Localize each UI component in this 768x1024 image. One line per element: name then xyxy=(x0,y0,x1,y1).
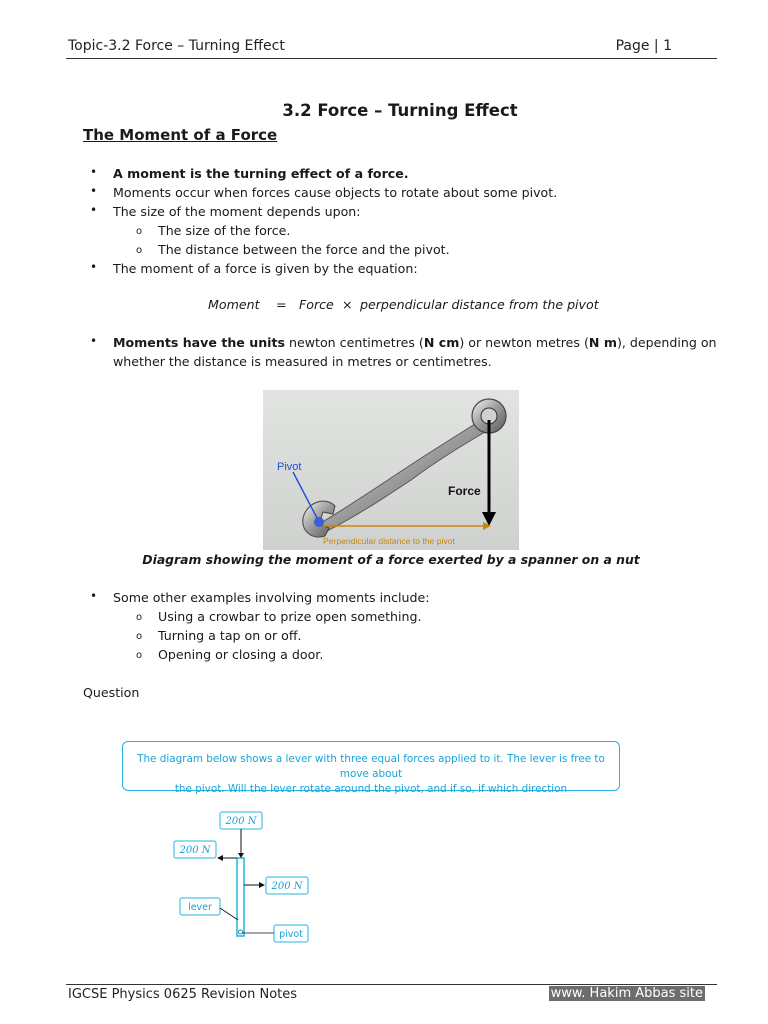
equation-equals: = xyxy=(276,297,287,312)
bullet-units-line2: whether the distance is measured in metres or centimetres. xyxy=(113,354,492,369)
header-rule xyxy=(66,58,717,59)
pivot-nut xyxy=(314,517,324,527)
force-left-arrowhead xyxy=(217,855,223,861)
units-bold-lead: Moments have the units xyxy=(113,335,285,350)
sub-bullet-circle: o xyxy=(136,612,143,623)
lever-label: lever xyxy=(188,902,212,913)
pivot-label: Pivot xyxy=(277,461,302,473)
lever-pointer xyxy=(220,908,238,920)
footer-course: IGCSE Physics 0625 Revision Notes xyxy=(68,987,298,1002)
question-heading: Question xyxy=(83,685,140,700)
footer-rule xyxy=(66,984,717,985)
sub-bullet-circle: o xyxy=(136,245,143,256)
figure-caption: Diagram showing the moment of a force exerted by a spanner on a nut xyxy=(142,552,640,567)
force-label: Force xyxy=(448,484,481,498)
distance-label: Perpendicular distance to the pivot xyxy=(323,536,455,546)
bullet-dot: • xyxy=(90,184,98,198)
lever-bar xyxy=(237,858,244,936)
bullet-dot: • xyxy=(90,260,98,274)
units-text: newton centimetres ( xyxy=(285,335,424,350)
pivot-label: pivot xyxy=(279,929,303,940)
force-right-label: 200 N xyxy=(271,881,303,892)
bullet-definition: A moment is the turning effect of a force. xyxy=(113,166,409,181)
bullet-examples: Some other examples involving moments include: xyxy=(113,590,430,605)
force-right-arrowhead xyxy=(259,882,265,888)
sub-bullet-circle: o xyxy=(136,650,143,661)
spanner-photo xyxy=(263,390,519,550)
sub-bullet-circle: o xyxy=(136,631,143,642)
header-topic: Topic-3.2 Force – Turning Effect xyxy=(68,38,285,54)
sub-item-force-size: The size of the force. xyxy=(158,223,291,238)
force-top-label: 200 N xyxy=(225,816,257,827)
lever-diagram xyxy=(170,808,320,948)
equation-lhs: Moment xyxy=(208,297,260,312)
section-title: The Moment of a Force xyxy=(83,126,278,144)
sub-item-distance: The distance between the force and the pivot. xyxy=(158,242,450,257)
question-prompt-line2: the pivot. Will the lever rotate around the pivot, and if so, if which direction xyxy=(174,783,568,795)
page-title: 3.2 Force – Turning Effect xyxy=(282,101,518,120)
bullet-dot: • xyxy=(90,203,98,217)
bullet-units xyxy=(113,334,717,352)
unit-ncm: N cm xyxy=(423,335,460,350)
question-prompt-box xyxy=(122,741,620,795)
bullet-equation-intro: The moment of a force is given by the equation: xyxy=(113,261,418,276)
bullet-dot: • xyxy=(90,589,98,603)
bullet-dot: • xyxy=(90,165,98,179)
units-text: ) or newton metres ( xyxy=(459,335,589,350)
equation-force: Force xyxy=(299,297,334,312)
force-left-label: 200 N xyxy=(179,845,211,856)
sub-bullet-circle: o xyxy=(136,226,143,237)
units-text: ), depending on xyxy=(616,335,717,350)
footer-website: www. Hakim Abbas site xyxy=(550,986,703,1001)
equation-times: × xyxy=(342,297,353,312)
bullet-dot: • xyxy=(90,334,98,348)
sub-item-tap: Turning a tap on or off. xyxy=(158,628,302,643)
header-page-number: Page | 1 xyxy=(615,38,672,54)
sub-item-crowbar: Using a crowbar to prize open something. xyxy=(158,609,422,624)
bullet-depends: The size of the moment depends upon: xyxy=(113,204,361,219)
bullet-rotation: Moments occur when forces cause objects to rotate about some pivot. xyxy=(113,185,558,200)
unit-nm: N m xyxy=(588,335,617,350)
sub-item-door: Opening or closing a door. xyxy=(158,647,324,662)
question-prompt-line1: The diagram below shows a lever with three equal forces applied to it. The lever is free to move about xyxy=(137,753,605,780)
equation-rhs: perpendicular distance from the pivot xyxy=(360,297,599,312)
